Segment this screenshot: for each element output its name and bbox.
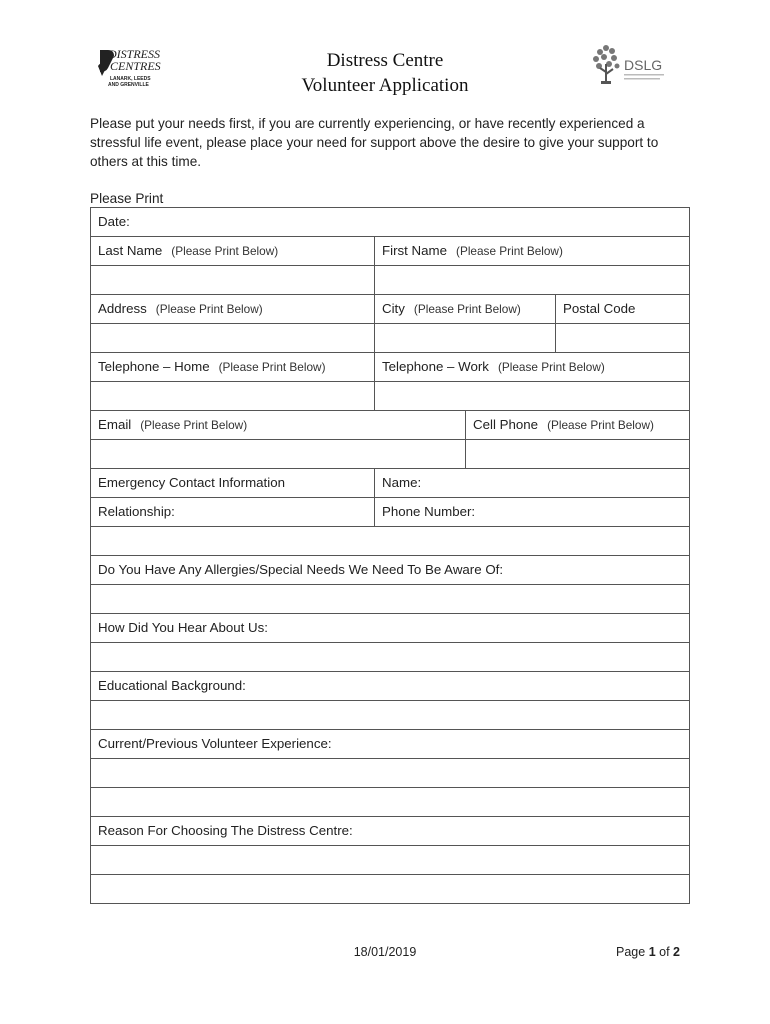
title-line-2: Volunteer Application bbox=[301, 75, 469, 96]
dslg-text: DSLG bbox=[624, 57, 663, 73]
logo-line-3: LANARK, LEEDS bbox=[110, 76, 151, 82]
phone-number-field[interactable]: Phone Number: bbox=[375, 498, 690, 527]
allergies-label: Do You Have Any Allergies/Special Needs We Need To Be Aware Of: bbox=[91, 556, 690, 585]
volunteer-experience-input-1[interactable] bbox=[91, 759, 690, 788]
title-line-1: Distress Centre bbox=[326, 50, 444, 71]
address-label: Address (Please Print Below) bbox=[91, 295, 375, 324]
footer-date: 18/01/2019 bbox=[353, 945, 417, 959]
last-name-input[interactable] bbox=[91, 266, 375, 295]
blank-row[interactable] bbox=[91, 527, 690, 556]
city-input[interactable] bbox=[375, 324, 556, 353]
postal-code-label: Postal Code bbox=[556, 295, 690, 324]
intro-paragraph: Please put your needs first, if you are currently experiencing, or have recently experienced a stressful life event, please place your need for support above the desire to give your support to others at this time. bbox=[90, 116, 659, 169]
education-label: Educational Background: bbox=[91, 672, 690, 701]
how-heard-input[interactable] bbox=[91, 643, 690, 672]
volunteer-experience-input-2[interactable] bbox=[91, 788, 690, 817]
telephone-work-label: Telephone – Work (Please Print Below) bbox=[375, 353, 690, 382]
page-number: Page 1 of 2 bbox=[616, 945, 680, 959]
first-name-input[interactable] bbox=[375, 266, 690, 295]
cell-phone-label: Cell Phone (Please Print Below) bbox=[466, 411, 690, 440]
postal-code-input[interactable] bbox=[556, 324, 690, 353]
email-label: Email (Please Print Below) bbox=[91, 411, 466, 440]
application-form-table bbox=[90, 207, 690, 904]
cell-phone-input[interactable] bbox=[466, 440, 690, 469]
education-input[interactable] bbox=[91, 701, 690, 730]
reason-input-2[interactable] bbox=[91, 875, 690, 904]
how-heard-label: How Did You Hear About Us: bbox=[91, 614, 690, 643]
reason-input-1[interactable] bbox=[91, 846, 690, 875]
telephone-work-input[interactable] bbox=[375, 382, 690, 411]
reason-label: Reason For Choosing The Distress Centre: bbox=[91, 817, 690, 846]
date-field[interactable]: Date: bbox=[91, 208, 690, 237]
last-name-label: Last Name (Please Print Below) bbox=[91, 237, 375, 266]
volunteer-experience-label: Current/Previous Volunteer Experience: bbox=[91, 730, 690, 759]
logo-line-1: DISTRESS bbox=[108, 47, 160, 61]
email-input[interactable] bbox=[91, 440, 466, 469]
logo-line-2: CENTRES bbox=[110, 59, 161, 73]
logo-line-4: AND GRENVILLE bbox=[108, 82, 149, 88]
telephone-home-input[interactable] bbox=[91, 382, 375, 411]
first-name-label: First Name (Please Print Below) bbox=[375, 237, 690, 266]
city-label: City (Please Print Below) bbox=[375, 295, 556, 324]
emergency-contact-label: Emergency Contact Information bbox=[91, 469, 375, 498]
telephone-home-label: Telephone – Home (Please Print Below) bbox=[91, 353, 375, 382]
allergies-input[interactable] bbox=[91, 585, 690, 614]
address-input[interactable] bbox=[91, 324, 375, 353]
please-print-label: Please Print bbox=[90, 191, 164, 206]
page-title bbox=[0, 48, 770, 98]
emergency-name-field[interactable]: Name: bbox=[375, 469, 690, 498]
relationship-field[interactable]: Relationship: bbox=[91, 498, 375, 527]
